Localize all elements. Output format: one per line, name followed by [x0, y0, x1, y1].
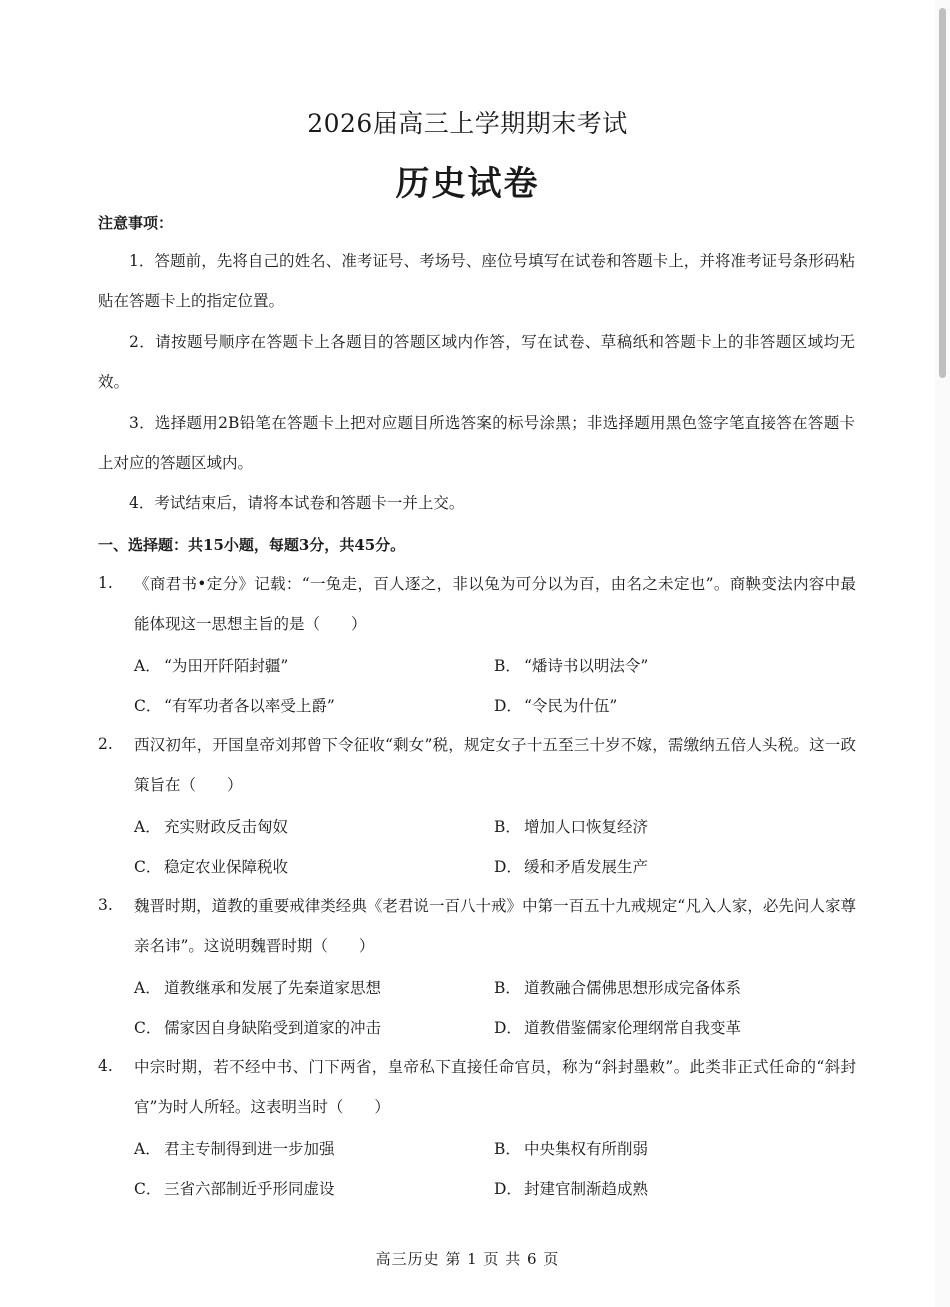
option-text: “令民为什伍”	[524, 697, 618, 715]
option-b	[494, 654, 648, 676]
option-text: “为田开阡陌封疆”	[164, 657, 289, 675]
option-letter: C．	[134, 1180, 162, 1198]
option-a	[134, 654, 288, 676]
option-letter: B．	[494, 657, 521, 675]
notice-item-4: 4．考试结束后，请将本试卷和答题卡一并上交。	[129, 494, 465, 512]
option-letter: A．	[134, 657, 161, 675]
option-d	[494, 694, 617, 716]
question-number: 1.	[98, 574, 113, 592]
question-number: 4.	[98, 1057, 113, 1075]
option-letter: B．	[494, 818, 521, 836]
option-letter: D．	[494, 697, 522, 715]
exam-title: 2026届高三上学期期末考试	[307, 109, 628, 138]
option-a	[134, 976, 381, 998]
option-d	[494, 1016, 741, 1038]
option-text: “有军功者各以率受上爵”	[164, 697, 335, 715]
option-text: “燔诗书以明法令”	[524, 657, 649, 675]
option-text: 儒家因自身缺陷受到道家的冲击	[164, 1019, 382, 1037]
question-stem: 中宗时期，若不经中书、门下两省，皇帝私下直接任命官员，称为“斜封墨敕”。此类非正式任命的“斜封官”为时人所轻。这表明当时（ ）	[134, 1058, 856, 1116]
option-letter: C．	[134, 697, 162, 715]
option-a	[134, 1137, 335, 1159]
section-heading: 一、选择题：共15小题，每题3分，共45分。	[98, 536, 406, 554]
option-letter: D．	[494, 1180, 522, 1198]
option-c	[134, 694, 335, 716]
option-b	[494, 815, 648, 837]
option-d	[494, 1177, 648, 1199]
notice-item-2: 2．请按题号顺序在答题卡上各题目的答题区域内作答，写在试卷、草稿纸和答题卡上的非答题区域均无效。	[98, 333, 855, 391]
option-text: 道教融合儒佛思想形成完备体系	[524, 979, 742, 997]
option-text: 中央集权有所削弱	[524, 1140, 649, 1158]
option-letter: D．	[494, 858, 522, 876]
notice-heading: 注意事项：	[98, 214, 174, 232]
option-letter: C．	[134, 858, 162, 876]
subject-title: 历史试卷	[395, 164, 540, 204]
question-number: 2.	[98, 735, 113, 753]
option-letter: A．	[134, 1140, 161, 1158]
question-stem: 《商君书•定分》记载：“一兔走，百人逐之，非以兔为可分以为百，由名之未定也”。商鞅变法内容中最能体现这一思想主旨的是（ ）	[134, 575, 856, 633]
option-letter: B．	[494, 1140, 521, 1158]
question-number: 3.	[98, 896, 113, 914]
option-d	[494, 855, 648, 877]
option-b	[494, 1137, 648, 1159]
scrollbar[interactable]	[935, 0, 950, 1307]
option-text: 道教借鉴儒家伦理纲常自我变革	[524, 1019, 742, 1037]
option-text: 稳定农业保障税收	[164, 858, 289, 876]
option-text: 君主专制得到进一步加强	[164, 1140, 335, 1158]
option-a	[134, 815, 288, 837]
option-letter: C．	[134, 1019, 162, 1037]
option-c	[134, 1016, 381, 1038]
notice-item-3: 3．选择题用2B铅笔在答题卡上把对应题目所选答案的标号涂黑；非选择题用黑色签字笔直接答在答题卡上对应的答题区域内。	[98, 414, 855, 472]
question-stem: 西汉初年，开国皇帝刘邦曾下令征收“剩女”税，规定女子十五至三十岁不嫁，需缴纳五倍人头税。这一政策旨在（ ）	[134, 736, 856, 794]
option-text: 三省六部制近乎形同虚设	[164, 1180, 335, 1198]
option-text: 道教继承和发展了先秦道家思想	[164, 979, 382, 997]
option-letter: B．	[494, 979, 521, 997]
page-footer: 高三历史 第 1 页 共 6 页	[375, 1250, 560, 1268]
option-c	[134, 1177, 335, 1199]
notice-item-1: 1．答题前，先将自己的姓名、准考证号、考场号、座位号填写在试卷和答题卡上，并将准考证号条形码粘贴在答题卡上的指定位置。	[98, 252, 855, 310]
option-letter: A．	[134, 979, 161, 997]
option-text: 充实财政反击匈奴	[164, 818, 289, 836]
option-letter: D．	[494, 1019, 522, 1037]
scrollbar-thumb[interactable]	[939, 8, 946, 378]
question-stem: 魏晋时期，道教的重要戒律类经典《老君说一百八十戒》中第一百五十九戒规定“凡入人家，必先问人家尊亲名讳”。这说明魏晋时期（ ）	[134, 897, 856, 955]
option-text: 增加人口恢复经济	[524, 818, 649, 836]
option-text: 缓和矛盾发展生产	[524, 858, 649, 876]
option-text: 封建官制渐趋成熟	[524, 1180, 649, 1198]
option-b	[494, 976, 741, 998]
option-c	[134, 855, 288, 877]
option-letter: A．	[134, 818, 161, 836]
